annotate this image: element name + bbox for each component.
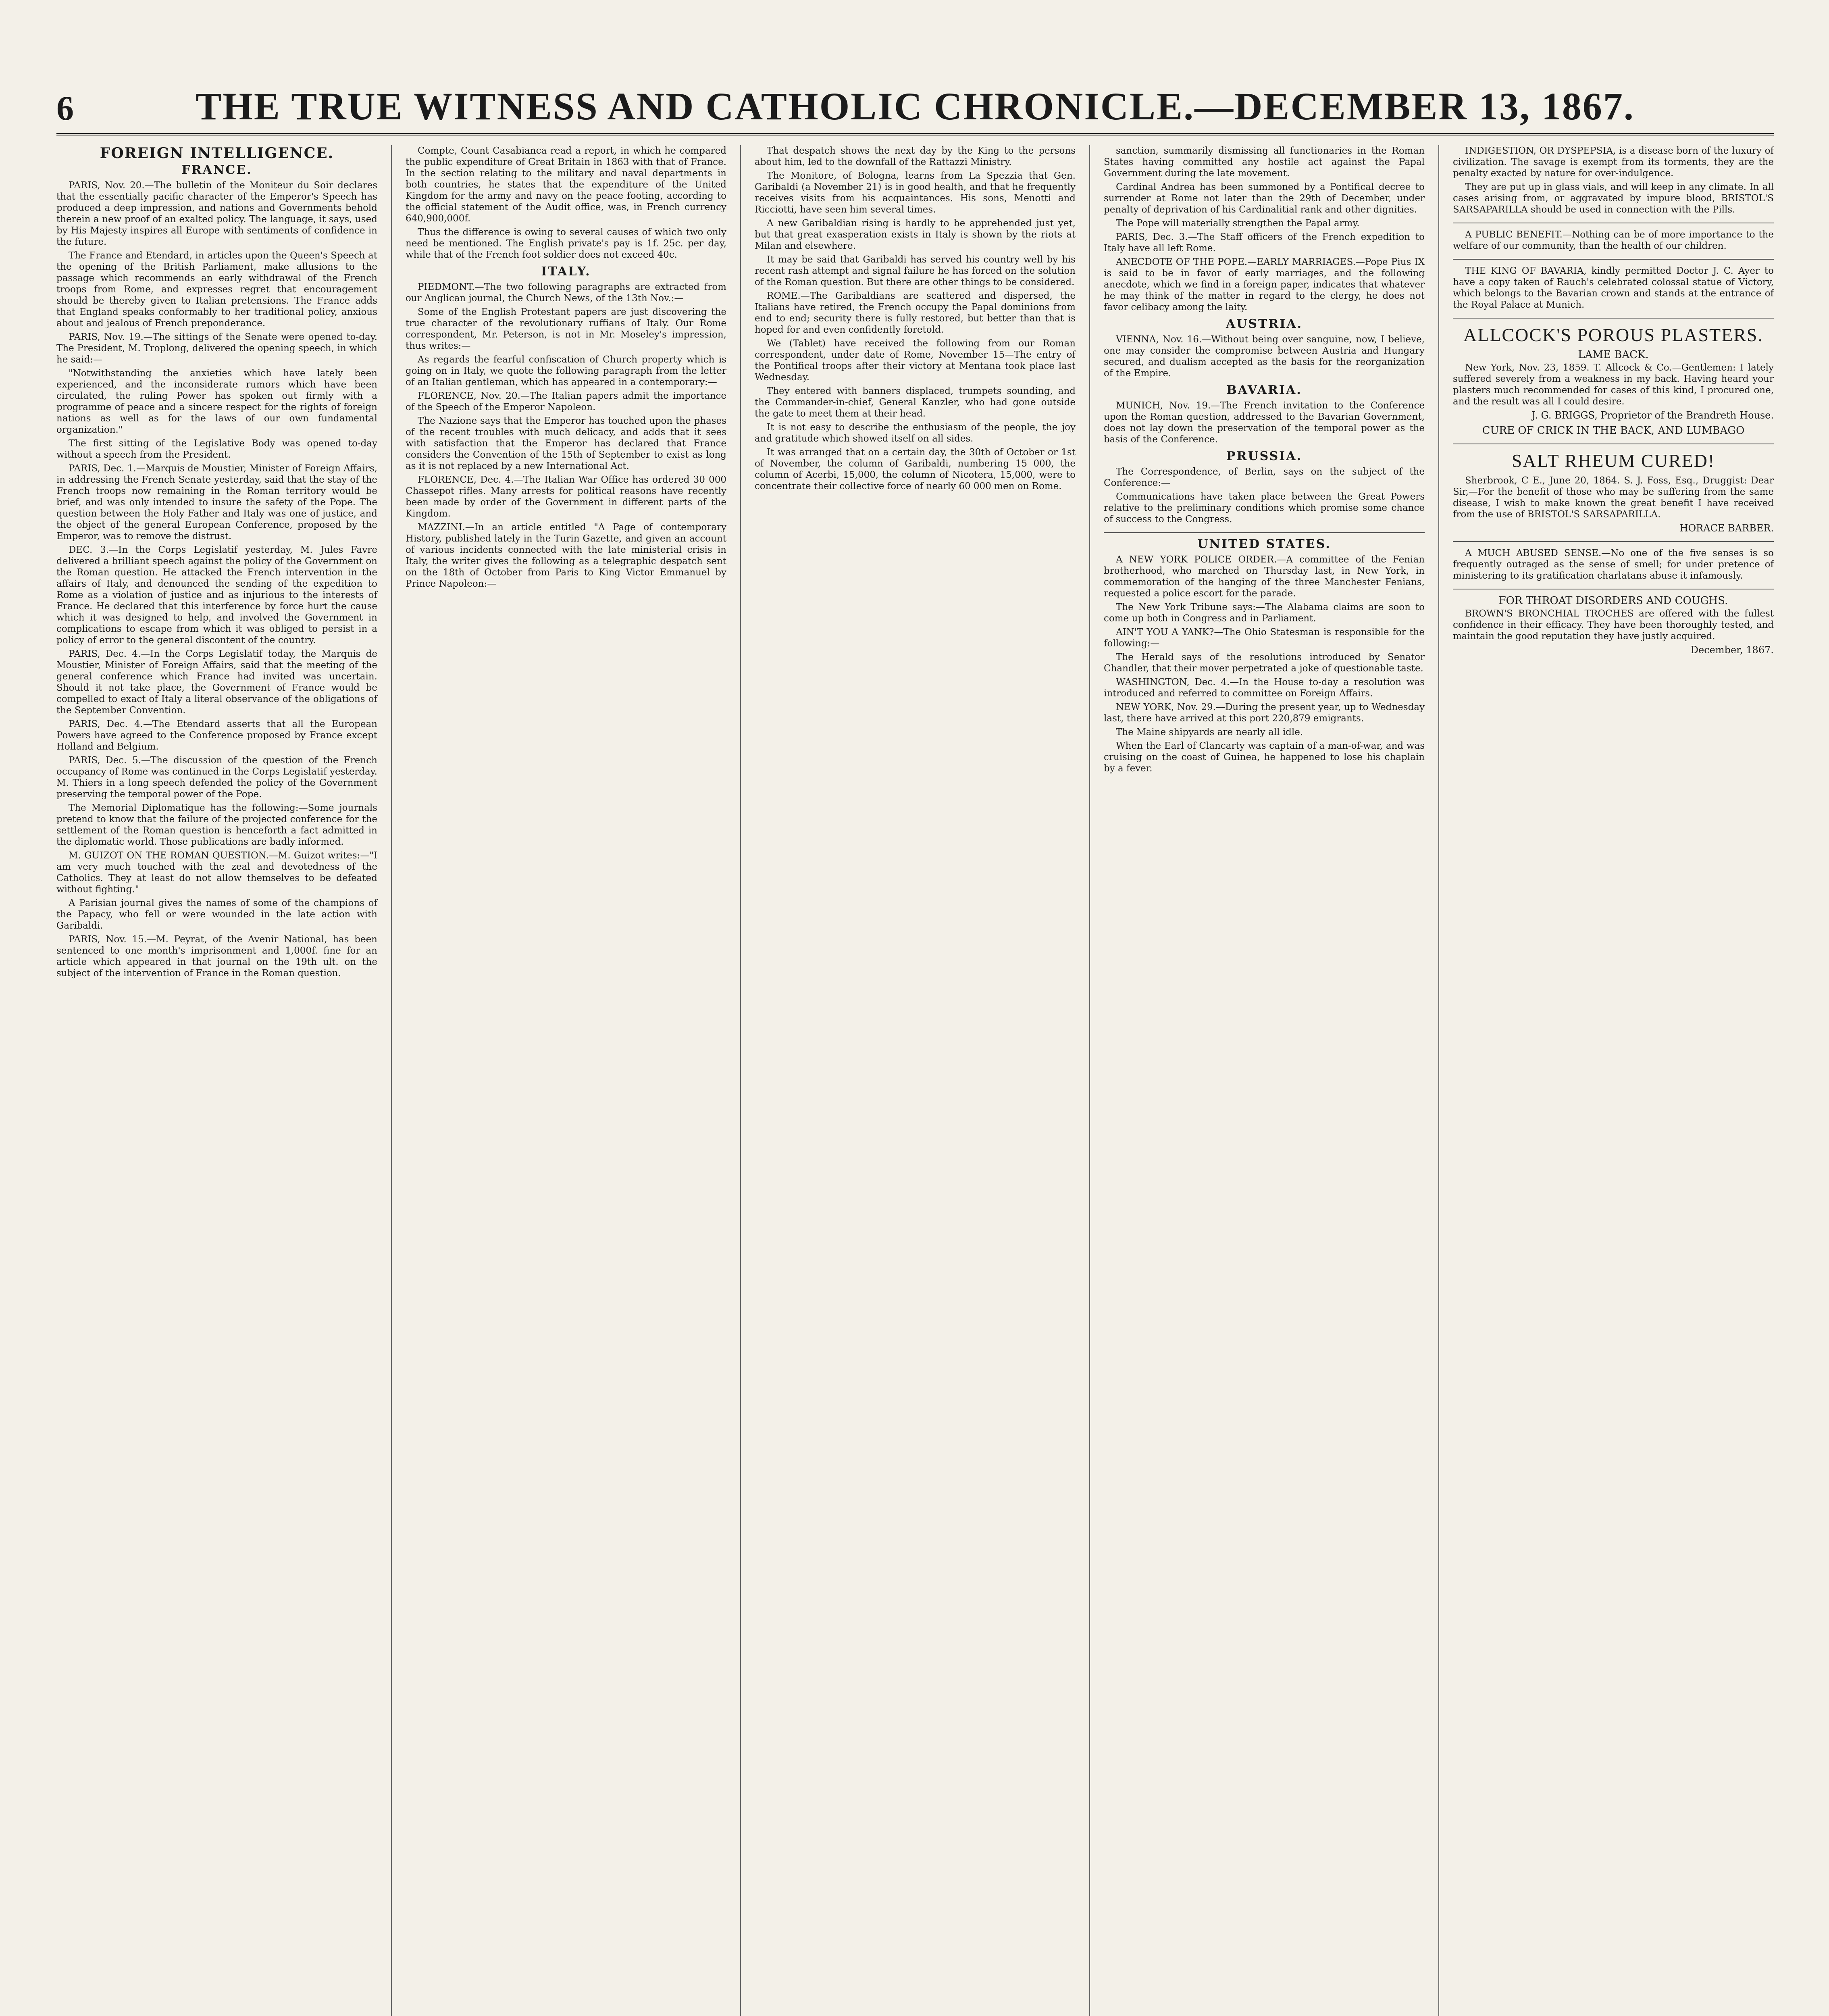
column-3	[741, 145, 1090, 2016]
article-paragraph: PARIS, Nov. 19.—The sittings of the Senate were opened to-day. The President, M. Troplong, delivered the opening speech, in which he said:—	[56, 332, 377, 365]
article-paragraph: The Maine shipyards are nearly all idle.	[1116, 727, 1303, 737]
article-paragraph: PARIS, Nov. 15.—M. Peyrat, of the Avenir National, has been sentenced to one month's imprisonment and 1,000f. fine for an article which appeared in that journal on the 19th ult. on the subject of the intervention of France in the Roman question.	[56, 934, 377, 979]
article-paragraph: The France and Etendard, in articles upon the Queen's Speech at the opening of the British Parliament, make allusions to the passage which recommends an early withdrawal of the French troops from Rome, and expresses regret that encouragement should be thereby given to Italian pretensions. The France adds that England speaks conformably to her traditional policy, anxious about and jealous of French preponderance.	[56, 250, 377, 329]
article-paragraph: Cardinal Andrea has been summoned by a Pontifical decree to surrender at Rome not later than the 29th of December, under penalty of deprivation of his Cardinalitial rank and other dignities.	[1104, 182, 1425, 215]
advert-subtitle: CURE OF CRICK IN THE BACK, AND LUMBAGO	[1482, 425, 1745, 437]
article-paragraph: The Nazione says that the Emperor has touched upon the phases of the recent troubles with much delicacy, and adds that it sees with satisfaction that the Emperor has declared that France considers the Convention of the 15th of September to exist as long as it is not replaced by a new International Act.	[406, 416, 726, 471]
article-paragraph: M. GUIZOT ON THE ROMAN QUESTION.—M. Guizot writes:—"I am very much touched with the zeal and devotedness of the Catholics. They at least do not allow themselves to be defeated without fighting."	[56, 850, 377, 895]
article-paragraph: It was arranged that on a certain day, the 30th of October or 1st of November, the column of Garibaldi, numbering 15 000, the column of Acerbi, 15,000, the column of Nicotera, 15,000, were to concentrate their collective force of nearly 60 000 men on Rome.	[755, 447, 1076, 492]
article-paragraph: Some of the English Protestant papers are just discovering the true character of the revolutionary ruffians of Italy. Our Rome correspondent, Mr. Peterson, is not in Mr. Moseley's impression, thus writes:—	[406, 307, 726, 351]
article-paragraph: PARIS, Dec. 4.—The Etendard asserts that all the European Powers have agreed to the Conference proposed by France except Holland and Belgium.	[56, 719, 377, 752]
article-paragraph: Communications have taken place between the Great Powers relative to the preliminary conditions which promise some chance of success to the Congress.	[1104, 492, 1425, 525]
article-paragraph: MAZZINI.—In an article entitled "A Page of contemporary History, published lately in the Turin Gazette, and given an account of various incidents connected with the late ministerial crisis in Italy, the writer gives the following as a telegraphic despatch sent on the 18th of October from Paris to King Victor Emmanuel by Prince Napoleon:—	[406, 522, 726, 589]
article-paragraph: sanction, summarily dismissing all functionaries in the Roman States having committed any hostile act against the Papal Government during the late movement.	[1104, 146, 1425, 179]
article-paragraph: AIN'T YOU A YANK?—The Ohio Statesman is responsible for the following:—	[1104, 627, 1425, 649]
subsection-title: AUSTRIA.	[1226, 317, 1303, 331]
advert-paragraph: New York, Nov. 23, 1859. T. Allcock & Co.—Gentlemen: I lately suffered severely from a weakness in my back. Having heard your plasters much recommended for cases of this kind, I procured one, and the result was all I could desire.	[1453, 362, 1774, 407]
advert-subtitle: LAME BACK.	[1578, 349, 1649, 361]
article-paragraph: The first sitting of the Legislative Body was opened to-day without a speech from the President.	[56, 438, 377, 460]
article-paragraph: When the Earl of Clancarty was captain of a man-of-war, and was cruising on the coast of Guinea, he happened to lose his chaplain by a fever.	[1104, 741, 1425, 774]
advert-title: FOR THROAT DISORDERS AND COUGHS.	[1498, 595, 1728, 607]
article-paragraph: It may be said that Garibaldi has served his country well by his recent rash attempt and signal failure he has forced on the solution of the Roman question. But there are other things to be considered.	[755, 254, 1076, 287]
article-paragraph: ROME.—The Garibaldians are scattered and dispersed, the Italians have retired, the French occupy the Papal dominions from end to end; security there is fully restored, but better than that is hoped for and even confidently foretold.	[755, 291, 1076, 335]
article-paragraph: As regards the fearful confiscation of Church property which is going on in Italy, we quote the following paragraph from the letter of an Italian gentleman, which has appeared in a contemporary:—	[406, 354, 726, 387]
article-paragraph: FLORENCE, Nov. 20.—The Italian papers admit the importance of the Speech of the Emperor Napoleon.	[406, 391, 726, 412]
advert-signature: J. G. BRIGGS, Proprietor of the Brandreth House.	[1531, 410, 1774, 421]
divider	[1453, 541, 1774, 542]
article-paragraph: It is not easy to describe the enthusiasm of the people, the joy and gratitude which showed itself on all sides.	[755, 422, 1076, 444]
divider	[1104, 532, 1425, 533]
article-paragraph: DEC. 3.—In the Corps Legislatif yesterday, M. Jules Favre delivered a brilliant speech against the policy of the Government on the Roman question. He attacked the French intervention in the affairs of Italy, and denounced the sending of the expedition to Rome as a violation of justice and as injurious to the interests of France. He declared that this interference by force hurt the cause which it was designed to help, and involved the Government in complications to escape from which it was obliged to persist in a policy of error to the general discontent of the country.	[56, 545, 377, 646]
article-paragraph: That despatch shows the next day by the King to the persons about him, led to the downfall of the Rattazzi Ministry.	[755, 146, 1076, 167]
article-paragraph: A NEW YORK POLICE ORDER.—A committee of the Fenian brotherhood, who marched on Thursday last, in New York, in commemoration of the hanging of the three Manchester Fenians, requested a police escort for the parade.	[1104, 554, 1425, 599]
article-paragraph: PARIS, Dec. 3.—The Staff officers of the French expedition to Italy have all left Rome.	[1104, 232, 1425, 254]
newspaper-title: THE TRUE WITNESS AND CATHOLIC CHRONICLE.—DECEMBER 13, 1867.	[196, 85, 1635, 128]
article-paragraph: NEW YORK, Nov. 29.—During the present year, up to Wednesday last, there have arrived at this port 220,879 emigrants.	[1104, 702, 1425, 724]
advert-signature: HORACE BARBER.	[1679, 523, 1774, 534]
article-paragraph: The Herald says of the resolutions introduced by Senator Chandler, that their mover perpetrated a joke of questionable taste.	[1104, 652, 1425, 674]
article-paragraph: Compte, Count Casabianca read a report, in which he compared the public expenditure of Great Britain in 1863 with that of France. In the section relating to the military and naval departments in both countries, he states that the expenditure of the United Kingdom for the army and navy on the peace footing, according to the official statement of the Audit office, was, in French currency 640,900,000f.	[406, 146, 726, 224]
section-title: FOREIGN INTELLIGENCE.	[100, 145, 334, 162]
article-paragraph: FLORENCE, Dec. 4.—The Italian War Office has ordered 30 000 Chassepot rifles. Many arrests for political reasons have recently been made by order of the Government in different parts of the Kingdom.	[406, 475, 726, 519]
divider	[1453, 318, 1774, 319]
subsection-title: ITALY.	[541, 264, 591, 279]
column-5	[1439, 145, 1774, 2016]
advert-title: SALT RHEUM CURED!	[1511, 450, 1715, 471]
advert-paragraph: A PUBLIC BENEFIT.—Nothing can be of more importance to the welfare of our community, than the health of our children.	[1453, 229, 1774, 251]
article-paragraph: ANECDOTE OF THE POPE.—EARLY MARRIAGES.—Pope Pius IX is said to be in favor of early marriages, and the following anecdote, which we find in a foreign paper, indicates that whatever he may think of the matter in regard to the clergy, he does not favor celibacy among the laity.	[1104, 257, 1425, 312]
subsection-title: UNITED STATES.	[1197, 537, 1331, 551]
page-number: 6	[56, 89, 74, 127]
divider	[1453, 259, 1774, 260]
advert-paragraph: INDIGESTION, OR DYSPEPSIA, is a disease born of the luxury of civilization. The savage is exempt from its torments, they are the penalty exacted by nature for over-indulgence.	[1453, 146, 1774, 179]
article-paragraph: Thus the difference is owing to several causes of which two only need be mentioned. The English private's pay is 1f. 25c. per day, while that of the French foot soldier does not exceed 40c.	[406, 227, 726, 260]
column-2	[392, 145, 741, 2016]
subsection-title: BAVARIA.	[1226, 383, 1302, 397]
article-paragraph: A new Garibaldian rising is hardly to be apprehended just yet, but that great exasperation exists in Italy is shown by the riots at Milan and elsewhere.	[755, 218, 1076, 251]
article-paragraph: A Parisian journal gives the names of some of the champions of the Papacy, who fell or were wounded in the late action with Garibaldi.	[56, 898, 377, 931]
advert-paragraph: They are put up in glass vials, and will keep in any climate. In all cases arising from, or aggravated by impure blood, BRISTOL'S SARSAPARILLA should be used in connection with the Pills.	[1453, 182, 1774, 215]
column-1	[56, 145, 392, 2016]
article-paragraph: PARIS, Dec. 1.—Marquis de Moustier, Minister of Foreign Affairs, in addressing the French Senate yesterday, said that the stay of the French troops now remaining in the Roman territory would be brief, and was only intended to insure the safety of the Pope. The question between the Holy Father and Italy was one of justice, and the object of the general European Conference, proposed by the Emperor, was to remove the distrust.	[56, 463, 377, 541]
article-paragraph: The New York Tribune says:—The Alabama claims are soon to come up both in Congress and in Parliament.	[1104, 602, 1425, 624]
article-paragraph: PARIS, Dec. 5.—The discussion of the question of the French occupancy of Rome was continued in the Corps Legislatif yesterday. M. Thiers in a long speech defended the policy of the Government preserving the temporal power of the Pope.	[56, 755, 377, 800]
advert-paragraph: BROWN'S BRONCHIAL TROCHES are offered with the fullest confidence in their efficacy. They have been thoroughly tested, and maintain the good reputation they have justly acquired.	[1453, 608, 1774, 641]
article-paragraph: The Correspondence, of Berlin, says on the subject of the Conference:—	[1104, 467, 1425, 488]
article-columns	[56, 145, 1774, 2016]
article-paragraph: PARIS, Nov. 20.—The bulletin of the Moniteur du Soir declares that the essentially pacific character of the Emperor's Speech has produced a deep impression, and nations and Governments behold therein a new proof of an exalted policy. The language, it says, used by His Majesty inspires all Europe with sentiments of confidence in the future.	[56, 180, 377, 247]
advert-paragraph: A MUCH ABUSED SENSE.—No one of the five senses is so frequently outraged as the sense of smell; for under pretence of ministering to its gratification charlatans abuse it infamously.	[1453, 548, 1774, 581]
advert-paragraph: THE KING OF BAVARIA, kindly permitted Doctor J. C. Ayer to have a copy taken of Rauch's celebrated colossal statue of Victory, which belongs to the Bavarian crown and stands at the entrance of the Royal Palace at Munich.	[1453, 266, 1774, 310]
advert-paragraph: Sherbrook, C E., June 20, 1864. S. J. Foss, Esq., Druggist: Dear Sir,—For the benefit of those who may be suffering from the same disease, I wish to make known the great benefit I have received from the use of BRISTOL'S SARSAPARILLA.	[1453, 475, 1774, 520]
article-paragraph: "Notwithstanding the anxieties which have lately been experienced, and the inconsiderate rumors which have been circulated, the ruling Power has spoken out firmly with a programme of peace and a sincere respect for the rights of foreign nations as well as for the laws of our own fundamental organization."	[56, 368, 377, 435]
masthead	[56, 77, 1774, 135]
article-paragraph: The Memorial Diplomatique has the following:—Some journals pretend to know that the failure of the projected conference for the settlement of the Roman question is henceforth a fact admitted in the diplomatic world. Those publications are badly informed.	[56, 803, 377, 847]
article-paragraph: MUNICH, Nov. 19.—The French invitation to the Conference upon the Roman question, addressed to the Bavarian Government, does not lay down the preservation of the temporal power as the basis of the Conference.	[1104, 400, 1425, 445]
subsection-title: PRUSSIA.	[1226, 449, 1303, 463]
article-paragraph: They entered with banners displaced, trumpets sounding, and the Commander-in-chief, General Kanzler, who had gone outside the gate to meet them at their head.	[755, 386, 1076, 419]
advert-date: December, 1867.	[1690, 644, 1774, 656]
article-paragraph: The Monitore, of Bologna, learns from La Spezzia that Gen. Garibaldi (a November 21) is in good health, and that he frequently receives visits from his acquaintances. His sons, Menotti and Ricciotti, have seen him several times.	[755, 171, 1076, 215]
article-paragraph: We (Tablet) have received the following from our Roman correspondent, under date of Rome, November 15—The entry of the Pontifical troops after their victory at Mentana took place last Wednesday.	[755, 338, 1076, 383]
advert-title: ALLCOCK'S POROUS PLASTERS.	[1463, 325, 1764, 345]
article-paragraph: PARIS, Dec. 4.—In the Corps Legislatif today, the Marquis de Moustier, Minister of Foreign Affairs, said that the meeting of the general conference which France had invited was uncertain. Should it not take place, the Government of France would be compelled to exact of Italy a literal observance of the obligations of the September Convention.	[56, 649, 377, 716]
article-paragraph: VIENNA, Nov. 16.—Without being over sanguine, now, I believe, one may consider the compromise between Austria and Hungary secured, and dualism accepted as the basis for the reorganization of the Empire.	[1104, 334, 1425, 379]
article-paragraph: WASHINGTON, Dec. 4.—In the House to-day a resolution was introduced and referred to committee on Foreign Affairs.	[1104, 677, 1425, 699]
article-paragraph: PIEDMONT.—The two following paragraphs are extracted from our Anglican journal, the Church News, of the 13th Nov.:—	[406, 282, 726, 304]
column-4	[1090, 145, 1439, 2016]
subsection-title: FRANCE.	[181, 163, 252, 177]
article-paragraph: The Pope will materially strengthen the Papal army.	[1116, 218, 1360, 229]
